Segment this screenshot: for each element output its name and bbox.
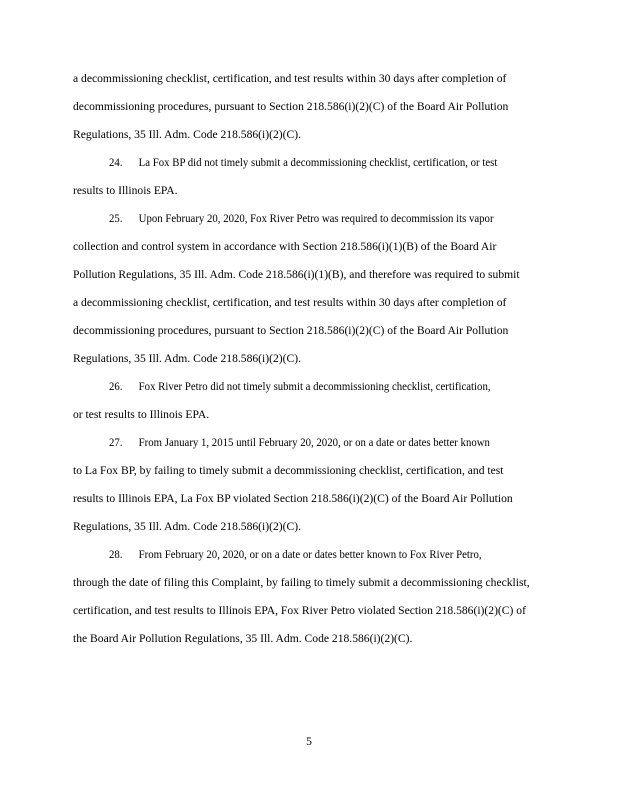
text-line: or test results to Illinois EPA. [73, 408, 210, 421]
text-line: decommissioning procedures, pursuant to Section 218.586(i)(2)(C) of the Board Air Pollution [73, 100, 509, 113]
text-line: through the date of filing this Complaint, by failing to timely submit a decommissioning checklist, [73, 576, 530, 589]
text-line: a decommissioning checklist, certification, and test results within 30 days after completion of [73, 296, 507, 309]
paragraph-28-start: 28. From February 20, 2020, or on a date or dates better known to Fox River Petro, [109, 548, 482, 561]
paragraph-27-start: 27. From January 1, 2015 until February 20, 2020, or on a date or dates better known [109, 436, 490, 449]
text-line: results to Illinois EPA, La Fox BP violated Section 218.586(i)(2)(C) of the Board Air Pollution [73, 492, 513, 505]
paragraph-26-start: 26. Fox River Petro did not timely submit a decommissioning checklist, certification, [109, 380, 491, 393]
text-line: Pollution Regulations, 35 Ill. Adm. Code 218.586(i)(1)(B), and therefore was required to submit [73, 268, 520, 281]
text-line: Regulations, 35 Ill. Adm. Code 218.586(i)(2)(C). [73, 352, 301, 365]
text-line: the Board Air Pollution Regulations, 35 Ill. Adm. Code 218.586(i)(2)(C). [73, 632, 413, 645]
page-number: 5 [306, 735, 312, 748]
text-line: Regulations, 35 Ill. Adm. Code 218.586(i)(2)(C). [73, 520, 301, 533]
text-line: to La Fox BP, by failing to timely submit a decommissioning checklist, certification, and test [73, 464, 504, 477]
text-line: decommissioning procedures, pursuant to Section 218.586(i)(2)(C) of the Board Air Pollution [73, 324, 509, 337]
text-line: certification, and test results to Illinois EPA, Fox River Petro violated Section 218.586(i)(2)(C) of [73, 604, 526, 617]
paragraph-25-start: 25. Upon February 20, 2020, Fox River Petro was required to decommission its vapor [109, 212, 494, 225]
paragraph-24-start: 24. La Fox BP did not timely submit a decommissioning checklist, certification, or test [109, 156, 498, 169]
text-line: a decommissioning checklist, certification, and test results within 30 days after completion of [73, 72, 507, 85]
text-line: Regulations, 35 Ill. Adm. Code 218.586(i)(2)(C). [73, 128, 301, 141]
text-line: results to Illinois EPA. [73, 184, 178, 197]
text-line: collection and control system in accordance with Section 218.586(i)(1)(B) of the Board Air [73, 240, 497, 253]
